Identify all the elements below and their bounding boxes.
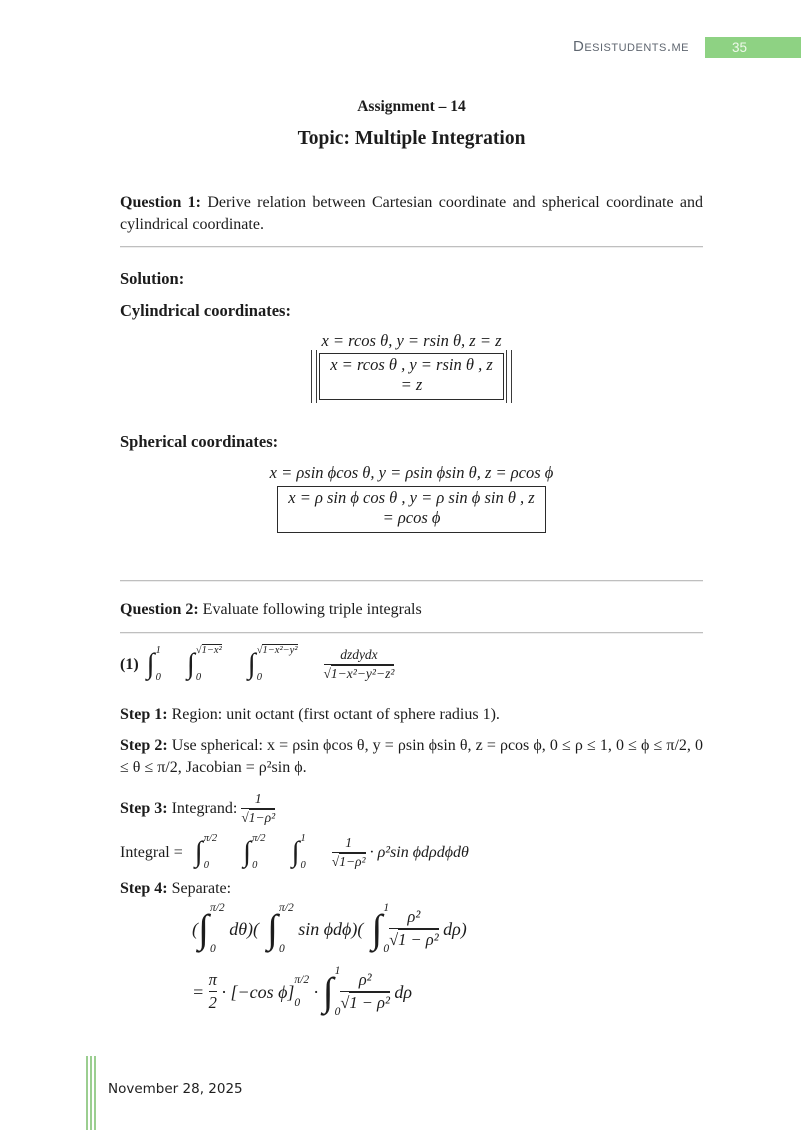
step-4	[120, 878, 703, 900]
integral	[267, 903, 294, 955]
question-1-text: Derive relation between Cartesian coordinate and spherical coordinate and cylindrical coordinate.	[120, 194, 704, 233]
integral-upper-limit: π/2	[279, 902, 294, 914]
integral-upper-limit	[196, 646, 222, 657]
radical-sign: √	[389, 930, 399, 949]
step-1	[120, 704, 703, 726]
fraction	[389, 907, 439, 950]
integral-sign: ∫	[198, 906, 209, 951]
question-1	[120, 192, 703, 235]
integral-limits	[279, 903, 294, 955]
step-4-text: Separate:	[167, 880, 232, 897]
integral-lower-limit: 0	[300, 859, 306, 871]
lower-limit: 0	[294, 996, 301, 1009]
integral-sign: ∫	[291, 836, 300, 868]
fraction	[340, 970, 390, 1013]
boxed-line-2: = z	[400, 375, 423, 394]
assignment-title: Assignment – 14	[357, 98, 466, 115]
solution-label: Solution:	[120, 269, 185, 288]
integral	[195, 834, 217, 871]
radical-argument: 1−ρ²	[339, 853, 366, 869]
radical-sign: √	[195, 645, 202, 656]
spherical-heading: Spherical coordinates:	[120, 432, 279, 451]
integral-limits	[301, 834, 306, 871]
page-number-badge	[705, 37, 801, 58]
separated-integrals	[192, 903, 467, 955]
radical-argument: 1 − ρ²	[398, 930, 439, 949]
integral	[198, 903, 225, 955]
numerator: dzdydx	[340, 646, 378, 662]
integral-upper-limit: 1	[300, 833, 306, 844]
integral	[292, 834, 306, 871]
item-number: (1)	[120, 655, 139, 673]
integral-limits	[196, 646, 222, 683]
integral-lower-limit: 0	[195, 671, 202, 683]
radical-argument: 1 − ρ²	[349, 993, 390, 1012]
math-text: dρ	[389, 981, 413, 1002]
integral-lower-limit: 0	[155, 671, 161, 683]
integral-sign: ∫	[243, 836, 252, 868]
integral-sign: ∫	[186, 648, 195, 680]
topic-title: Topic: Multiple Integration	[297, 128, 526, 149]
question-2-text: Evaluate following triple integrals	[198, 601, 422, 618]
integral	[147, 646, 161, 683]
boxed-line-1: x = ρ sin ϕ cos θ , y = ρ sin ϕ sin θ , z	[288, 488, 535, 507]
radical-sign: √	[340, 993, 350, 1012]
integral-equation	[120, 834, 703, 871]
radical-sign: √	[323, 665, 331, 681]
integral	[243, 834, 265, 871]
integral-limits	[156, 646, 161, 683]
integral-sign: ∫	[247, 648, 256, 680]
radical-sign: √	[241, 809, 249, 825]
cylindrical-heading: Cylindrical coordinates:	[120, 301, 291, 320]
integral-lower-limit: 0	[279, 942, 285, 955]
step-3-text: Integrand:	[167, 799, 242, 817]
integral-lower-limit: 0	[256, 671, 262, 683]
math-text: dθ)(	[224, 918, 260, 939]
math-text: dρ)	[438, 918, 467, 939]
integral-equation-tail: · ρ²sin ϕdρdϕdθ	[365, 843, 469, 861]
integral-sign: ∫	[267, 906, 278, 951]
integral-upper-limit: π/2	[203, 833, 218, 844]
numerator: 1	[254, 791, 262, 806]
step-4-label: Step 4:	[120, 880, 168, 897]
document-content	[120, 0, 703, 1132]
cylindrical-equation: x = rcos θ, y = rsin θ, z = z	[321, 331, 502, 350]
step-2-text: Use spherical: x = ρsin ϕcos θ, y = ρsin ϕsin θ, z = ρcos ϕ, 0 ≤ ρ ≤ 1, 0 ≤ ϕ ≤ π/2, 0 ≤ θ ≤ π/2, Jacobian = ρ²sin ϕ.	[120, 737, 703, 776]
integral	[248, 646, 298, 683]
integral-equation-prefix: Integral =	[120, 843, 187, 861]
integral-sign: ∫	[322, 969, 334, 1014]
fraction	[241, 791, 275, 827]
integral	[371, 903, 389, 955]
math-text: ·	[309, 981, 323, 1002]
spherical-equation: x = ρsin ϕcos θ, y = ρsin ϕsin θ, z = ρcos ϕ	[269, 463, 554, 482]
equals-sign: =	[192, 981, 209, 1002]
open-paren: (	[192, 918, 198, 939]
divider	[120, 632, 703, 634]
integral-upper-limit: π/2	[252, 833, 266, 844]
divider	[120, 246, 703, 248]
upper-limit: π/2	[294, 974, 310, 986]
boxed-formula	[319, 353, 504, 400]
fraction	[324, 647, 395, 683]
radical-argument: 1−x²	[201, 645, 222, 656]
integral-upper-limit: 1	[383, 902, 390, 914]
integral-lower-limit: 0	[203, 859, 209, 871]
integral-lower-limit: 0	[383, 942, 390, 955]
numerator: ρ²	[407, 907, 421, 927]
cylindrical-boxed-equation	[120, 353, 703, 400]
math-text: sin ϕdϕ)(	[293, 918, 364, 939]
integral-upper-limit	[257, 646, 298, 657]
radical-sign: √	[331, 853, 340, 869]
integral-sign: ∫	[194, 836, 203, 868]
boxed-line-2: = ρcos ϕ	[382, 508, 441, 527]
radical-sign: √	[256, 645, 263, 656]
integral-lower-limit: 0	[252, 859, 258, 871]
numerator: 1	[345, 834, 353, 850]
stripe	[86, 1056, 88, 1130]
denominator	[324, 664, 395, 683]
denominator	[332, 852, 366, 871]
step-3-label: Step 3:	[120, 799, 168, 817]
integral-limits	[252, 834, 265, 871]
boxed-line-1: x = rcos θ , y = rsin θ , z	[330, 355, 493, 374]
integral-upper-limit: 1	[155, 645, 161, 656]
integral-sign: ∫	[146, 648, 155, 680]
integral-upper-limit: 1	[334, 965, 341, 977]
numerator: ρ²	[358, 970, 372, 990]
stripe	[90, 1056, 92, 1130]
boxed-formula	[277, 486, 545, 533]
evaluation-limits	[294, 975, 309, 1009]
integral-sign: ∫	[371, 906, 383, 951]
integral-item-1	[120, 646, 703, 683]
radical-argument: 1−x²−y²−z²	[330, 665, 395, 681]
denominator	[389, 928, 439, 951]
divider	[120, 580, 703, 582]
integral-limits	[210, 903, 225, 955]
spherical-boxed-equation	[120, 486, 703, 533]
integral-lower-limit: 0	[209, 942, 216, 955]
step-3	[120, 791, 703, 827]
integral-upper-limit: π/2	[209, 902, 225, 914]
step-2	[120, 735, 703, 778]
integral-limits	[204, 834, 217, 871]
denominator	[241, 808, 275, 827]
denominator	[340, 991, 390, 1014]
site-name: Desistudents.me	[572, 38, 689, 55]
integral	[323, 966, 341, 1018]
radical-argument: 1−ρ²	[248, 809, 276, 825]
page-number: 35	[732, 40, 748, 55]
step-2-label: Step 2:	[120, 737, 168, 754]
fraction	[332, 835, 366, 871]
result-line	[192, 966, 412, 1018]
step-1-label: Step 1:	[120, 706, 168, 723]
math-text: · [−cos ϕ]	[216, 981, 295, 1002]
question-2	[120, 599, 703, 621]
numerator: π	[208, 970, 217, 990]
radical-argument: 1−x²−y²	[262, 645, 298, 656]
stripe	[94, 1056, 96, 1130]
integral-limits	[257, 646, 298, 683]
question-2-label: Question 2:	[120, 601, 199, 618]
question-1-label: Question 1:	[120, 194, 201, 211]
denominator: 2	[208, 993, 217, 1012]
footer-date: November 28, 2025	[108, 1081, 243, 1097]
integral-lower-limit: 0	[334, 1005, 341, 1018]
step-1-text: Region: unit octant (first octant of sphere radius 1).	[167, 706, 500, 723]
footer-decoration-stripes	[86, 1056, 98, 1130]
integral	[187, 646, 222, 683]
fraction	[209, 970, 217, 1013]
